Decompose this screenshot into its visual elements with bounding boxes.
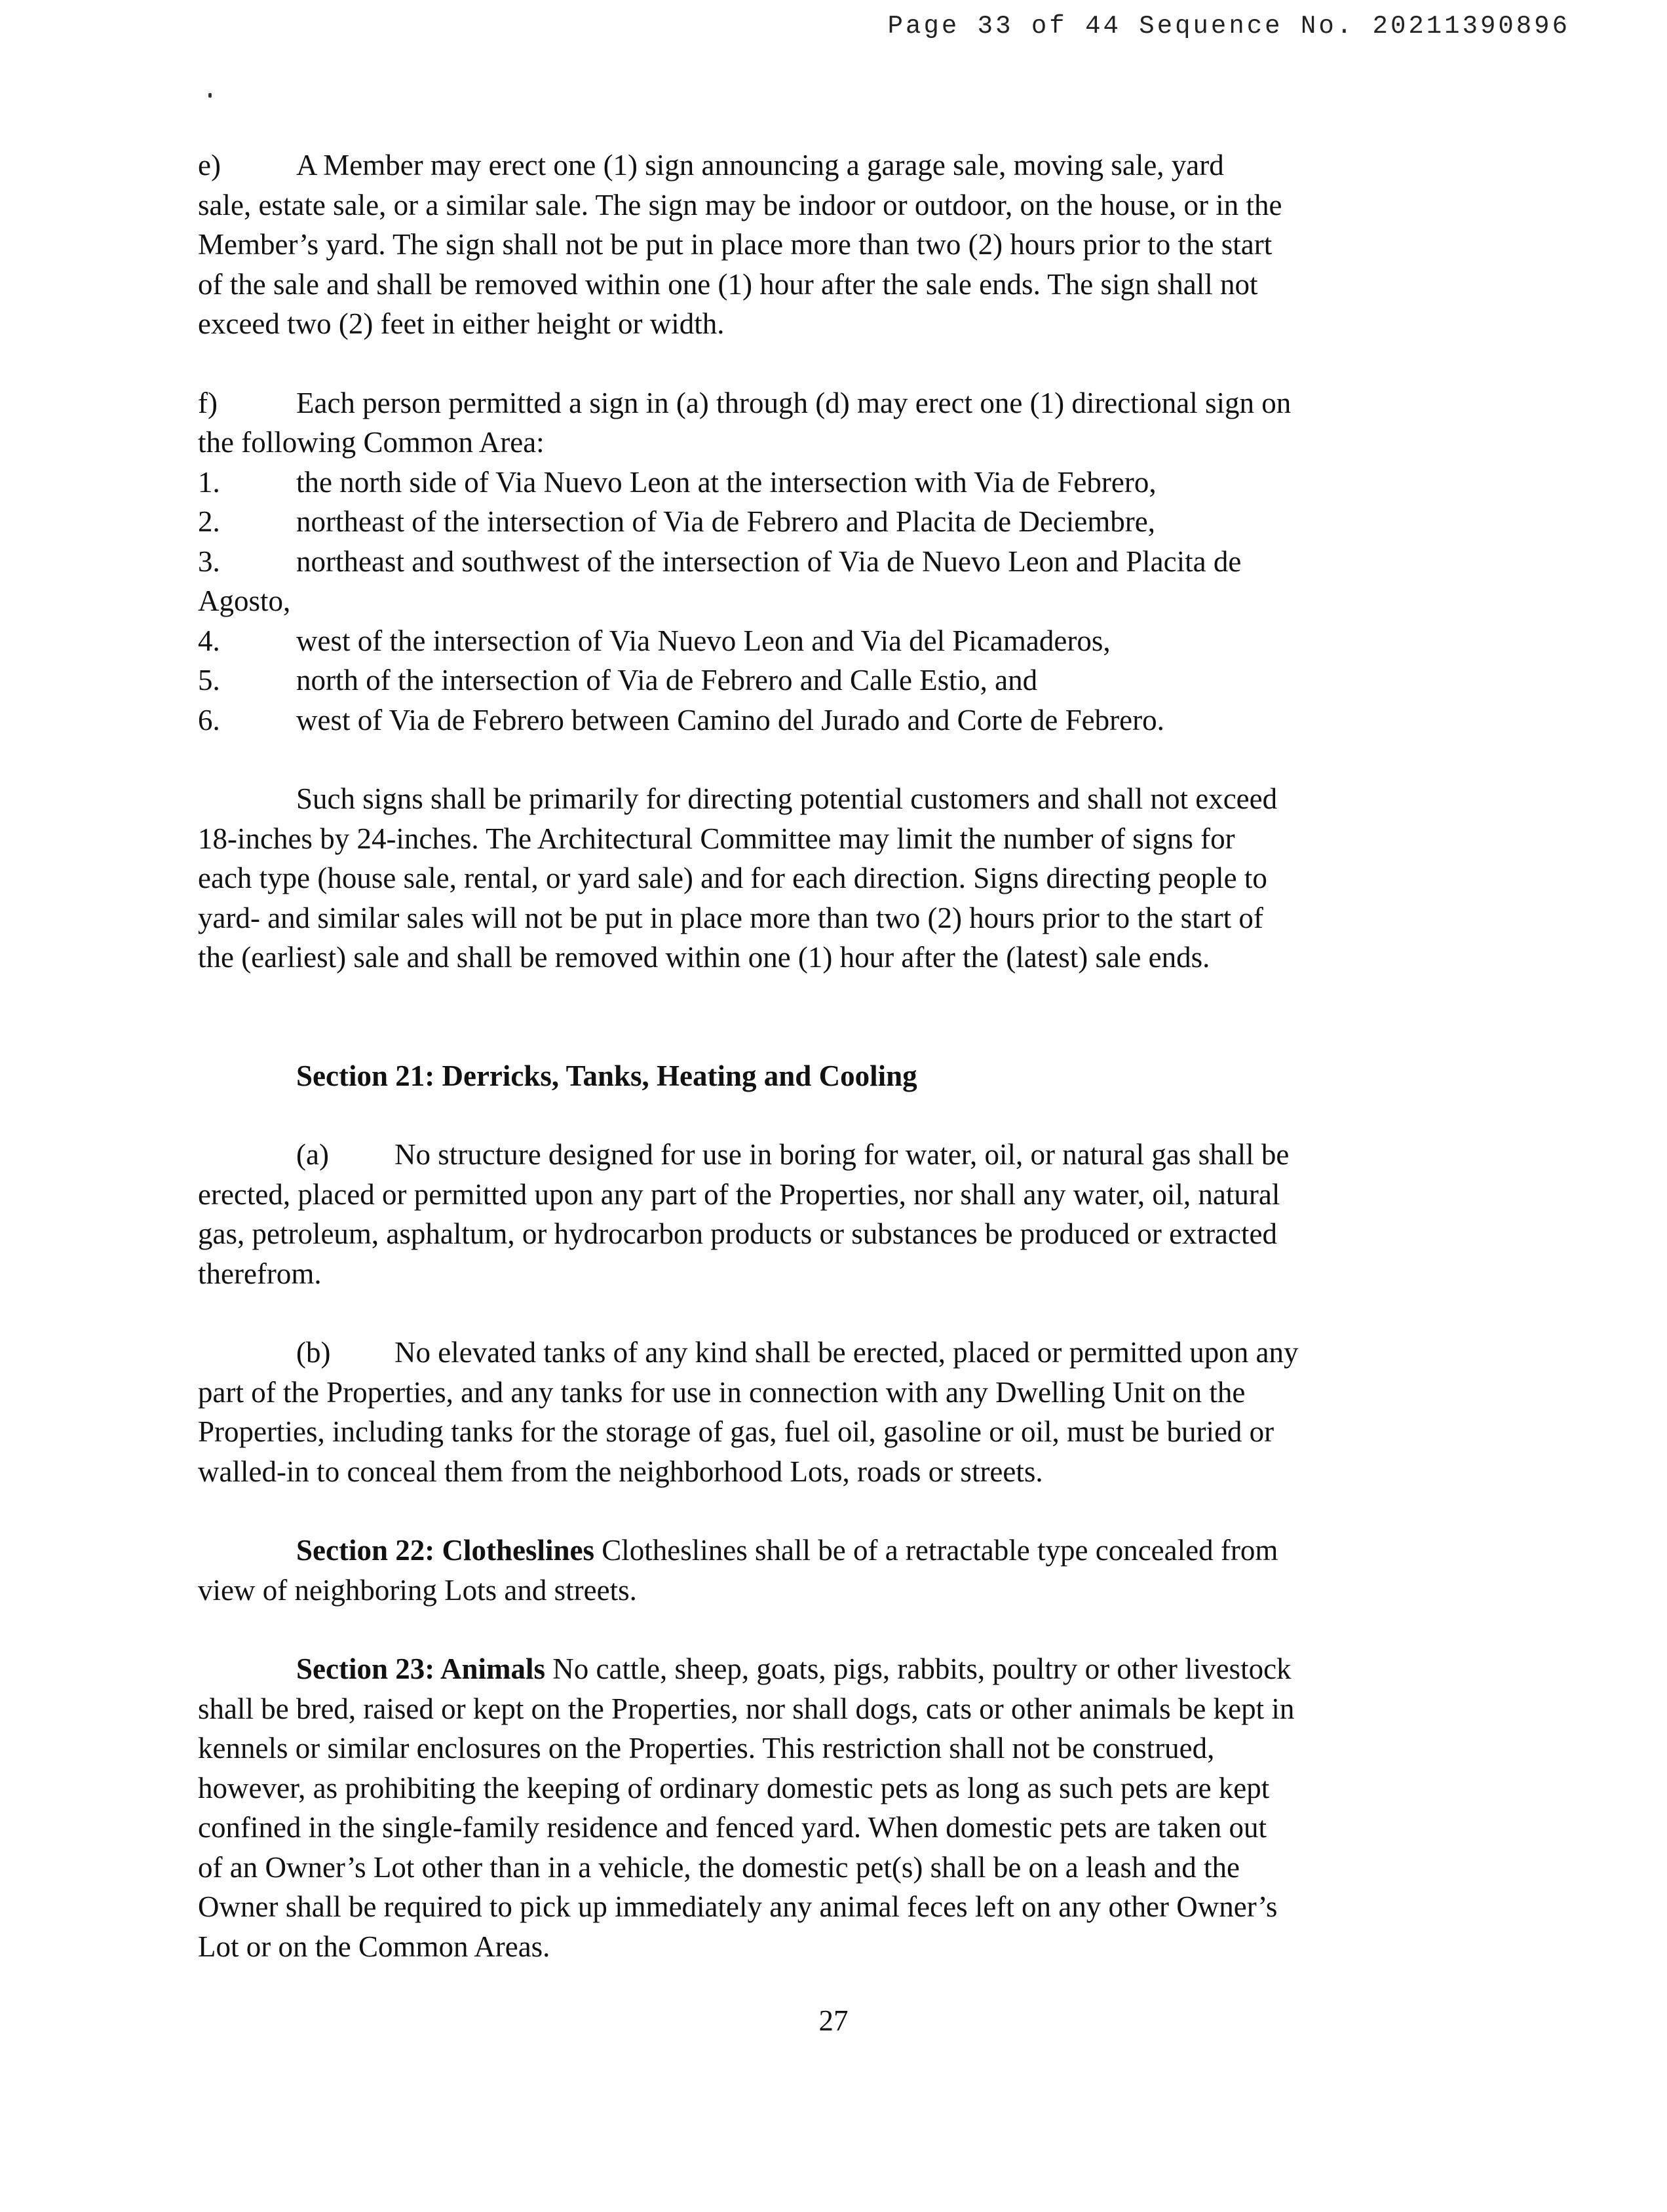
text-line: part of the Properties, and any tanks for use in connection with any Dwelling Unit on the xyxy=(198,1375,1246,1409)
text-line: of the sale and shall be removed within one (1) hour after the sale ends. The sign shall not xyxy=(198,267,1258,301)
paragraph-signs xyxy=(198,779,1430,978)
paragraph-e xyxy=(198,145,1430,344)
list-item-continuation: Agosto, xyxy=(198,584,291,617)
text-line: No structure designed for use in boring for water, oil, or natural gas shall be xyxy=(394,1138,1290,1171)
scan-speck xyxy=(208,93,212,98)
text-line: Properties, including tanks for the storage of gas, fuel oil, gasoline or oil, must be buried or xyxy=(198,1415,1274,1448)
text-line: Such signs shall be primarily for directing potential customers and shall not exceed xyxy=(296,782,1278,815)
section-23-heading: Section 23: Animals xyxy=(296,1652,546,1685)
page-number: 27 xyxy=(818,2004,849,2037)
text-line: of an Owner’s Lot other than in a vehicle, the domestic pet(s) shall be on a leash and the xyxy=(198,1850,1240,1884)
text-line: erected, placed or permitted upon any part of the Properties, nor shall any water, oil, natural xyxy=(198,1177,1280,1211)
text-line: however, as prohibiting the keeping of ordinary domestic pets as long as such pets are kept xyxy=(198,1771,1270,1804)
section-23 xyxy=(198,1649,1430,1966)
section-22 xyxy=(198,1531,1430,1610)
section-21-b-label: (b) xyxy=(296,1336,331,1369)
page-header: Page 33 of 44 Sequence No. 20211390896 xyxy=(887,12,1570,41)
text-line: shall be bred, raised or kept on the Properties, nor shall dogs, cats or other animals be kept in xyxy=(198,1692,1295,1725)
text-line: exceed two (2) feet in either height or width. xyxy=(198,307,725,340)
text-line: No cattle, sheep, goats, pigs, rabbits, poultry or other livestock xyxy=(552,1652,1292,1685)
section-22-heading: Section 22: Clotheslines xyxy=(296,1534,594,1567)
section-21-a-label: (a) xyxy=(296,1138,329,1171)
text-line: Member’s yard. The sign shall not be put in place more than two (2) hours prior to the start xyxy=(198,228,1273,261)
text-line: walled-in to conceal them from the neighborhood Lots, roads or streets. xyxy=(198,1455,1043,1488)
section-21 xyxy=(198,1056,1430,1492)
text-line: gas, petroleum, asphaltum, or hydrocarbon products or substances be produced or extracted xyxy=(198,1217,1277,1250)
list-item: 6. west of Via de Febrero between Camino del Jurado and Corte de Febrero. xyxy=(198,703,1164,736)
list-item: 1. the north side of Via Nuevo Leon at the intersection with Via de Febrero, xyxy=(198,465,1157,499)
paragraph-e-label: e) xyxy=(198,149,221,181)
paragraph-f xyxy=(198,383,1430,740)
text-line: kennels or similar enclosures on the Properties. This restriction shall not be construed, xyxy=(198,1732,1215,1764)
list-item: 4. west of the intersection of Via Nuevo Leon and Via del Picamaderos, xyxy=(198,624,1111,657)
text-line: the (earliest) sale and shall be removed within one (1) hour after the (latest) sale ends. xyxy=(198,941,1210,974)
list-item: 5. north of the intersection of Via de Febrero and Calle Estio, and xyxy=(198,664,1038,696)
text-line: Clotheslines shall be of a retractable type concealed from xyxy=(602,1534,1278,1567)
text-line: therefrom. xyxy=(198,1257,322,1290)
text-line: Each person permitted a sign in (a) through (d) may erect one (1) directional sign on xyxy=(296,386,1292,419)
list-item: 2. northeast of the intersection of Via de Febrero and Placita de Deciembre, xyxy=(198,505,1155,538)
list-item: 3. northeast and southwest of the intersection of Via de Nuevo Leon and Placita de xyxy=(198,544,1242,578)
text-line: A Member may erect one (1) sign announcing a garage sale, moving sale, yard xyxy=(296,149,1224,181)
text-line: each type (house sale, rental, or yard sale) and for each direction. Signs directing people to xyxy=(198,862,1267,894)
text-line: Owner shall be required to pick up immediately any animal feces left on any other Owner’s xyxy=(198,1890,1278,1923)
text-line: sale, estate sale, or a similar sale. The sign may be indoor or outdoor, on the house, or in the xyxy=(198,188,1282,221)
text-line: Lot or on the Common Areas. xyxy=(198,1930,550,1963)
text-line: No elevated tanks of any kind shall be erected, placed or permitted upon any xyxy=(394,1336,1299,1369)
text-line: yard- and similar sales will not be put in place more than two (2) hours prior to the start of xyxy=(198,901,1263,934)
text-line: the following Common Area: xyxy=(198,426,545,459)
paragraph-f-label: f) xyxy=(198,386,218,419)
section-21-heading: Section 21: Derricks, Tanks, Heating and Cooling xyxy=(296,1059,917,1092)
text-line: view of neighboring Lots and streets. xyxy=(198,1573,637,1607)
text-line: confined in the single-family residence and fenced yard. When domestic pets are taken out xyxy=(198,1811,1267,1844)
document-body xyxy=(198,145,1430,1966)
text-line: 18-inches by 24-inches. The Architectural Committee may limit the number of signs for xyxy=(198,822,1235,855)
